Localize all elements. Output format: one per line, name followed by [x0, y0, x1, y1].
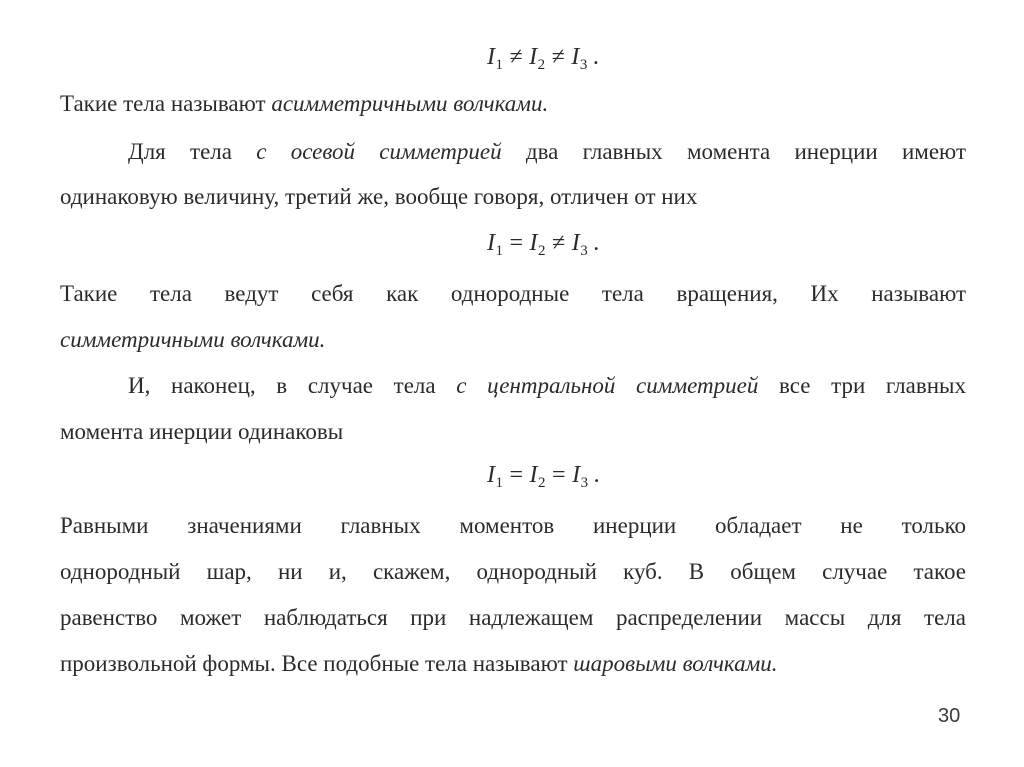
formula-symbol: I	[487, 44, 496, 70]
term-asymmetric-tops: асимметричными волчками.	[271, 91, 549, 116]
formula-asymmetric	[487, 44, 599, 74]
formula-index: 2	[537, 57, 546, 73]
paragraph-text: Такие тела называют	[60, 91, 272, 116]
formula-operator: ≠	[509, 44, 524, 70]
paragraph-text: И, наконец, в случае тела	[128, 373, 457, 398]
formula-operator: ≠	[551, 44, 566, 70]
formula-symbol: I	[487, 230, 496, 256]
paragraph-central-symmetry	[60, 363, 966, 455]
paragraph-text: произвольной формы. Все подобные тела называют	[60, 651, 574, 676]
formula-period: .	[592, 44, 600, 70]
paragraph-text: Равными значениями главных моментов инерции обладает не только	[60, 513, 966, 538]
paragraph-text: Такие тела ведут себя как однородные тела вращения, Их называют	[60, 281, 966, 306]
paragraph-text: все три главных	[758, 373, 966, 398]
term-axial-symmetry: с осевой симметрией	[256, 139, 502, 164]
formula-index: 1	[495, 57, 504, 73]
paragraph-text: равенство может наблюдаться при надлежащем распределении массы для тела	[60, 605, 966, 630]
paragraph-asymmetric	[60, 81, 966, 127]
term-symmetric-tops: симметричными волчками.	[60, 327, 326, 352]
formula-operator: ≠	[552, 230, 566, 256]
formula-index: 2	[538, 475, 547, 491]
paragraph-text: момента инерции одинаковы	[60, 419, 344, 444]
page-number: 30	[938, 705, 961, 727]
formula-symmetric	[487, 230, 600, 260]
formula-index: 3	[580, 475, 589, 491]
paragraph-symmetric	[60, 271, 966, 363]
formula-index: 2	[538, 243, 547, 259]
formula-index: 1	[495, 243, 504, 259]
paragraph-text: два главных момента инерции имеют	[501, 139, 966, 164]
paragraph-spherical	[60, 503, 966, 687]
formula-operator: =	[552, 462, 567, 488]
formula-symbol: I	[572, 462, 581, 488]
formula-symbol: I	[571, 44, 580, 70]
formula-symbol: I	[571, 230, 581, 256]
paragraph-text: одинаковую величину, третий же, вообще говоря, отличен от них	[60, 184, 698, 209]
formula-period: .	[593, 230, 600, 256]
formula-index: 1	[495, 475, 504, 491]
paragraph-text: Для тела	[128, 139, 257, 164]
paragraph-axial-symmetry	[60, 129, 966, 220]
formula-period: .	[593, 462, 601, 488]
formula-symbol: I	[529, 44, 538, 70]
formula-spherical	[487, 462, 600, 492]
paragraph-text: однородный шар, ни и, скажем, однородный куб. В общем случае такое	[60, 559, 966, 584]
formula-symbol: I	[529, 230, 539, 256]
formula-symbol: I	[487, 462, 496, 488]
formula-operator: =	[509, 230, 524, 256]
formula-index: 3	[579, 57, 588, 73]
formula-symbol: I	[529, 462, 539, 488]
formula-index: 3	[580, 243, 589, 259]
term-central-symmetry: с центральной симметрией	[456, 373, 759, 398]
formula-operator: =	[509, 462, 524, 488]
term-spherical-tops: шаровыми волчками.	[573, 651, 778, 676]
